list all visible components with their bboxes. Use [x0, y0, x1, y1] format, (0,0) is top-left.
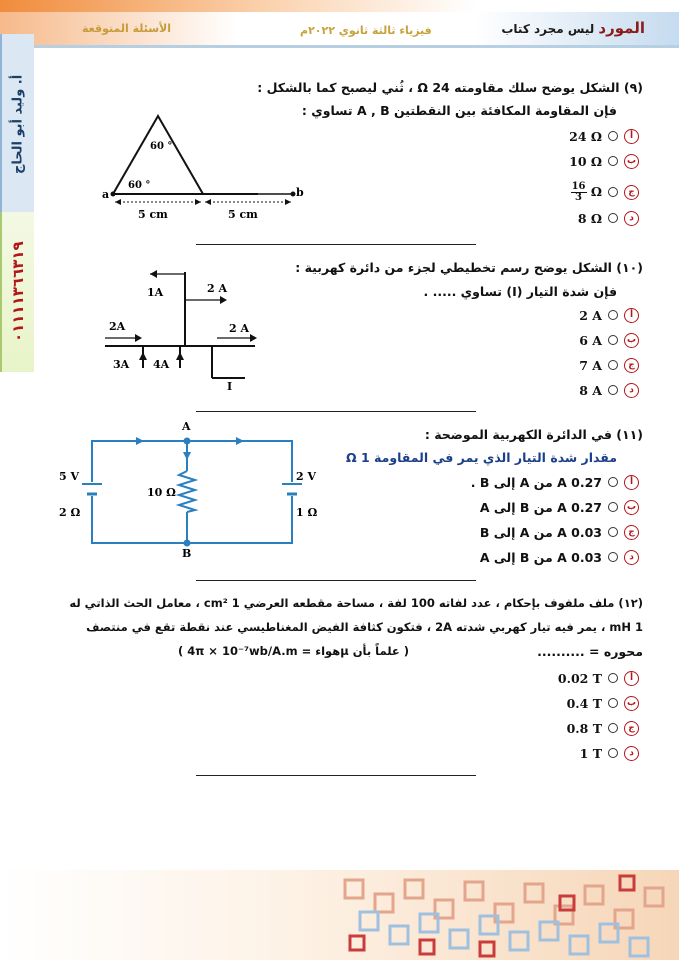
option-value: 8 Ω	[577, 210, 602, 226]
option-value: 0.27 A من A إلى B .	[470, 474, 602, 490]
q12-option-3[interactable]	[567, 718, 639, 738]
page-header	[0, 0, 679, 58]
q10-option-4[interactable]	[579, 380, 639, 400]
q11-option-2[interactable]	[480, 497, 639, 517]
point-b-label: b	[296, 186, 304, 199]
option-letter: د	[624, 746, 639, 761]
r-middle-label: 10 Ω	[147, 486, 176, 499]
option-value: 0.4 T	[566, 695, 602, 711]
separator	[196, 244, 476, 245]
node-b-label: B	[182, 547, 192, 560]
q12-option-4[interactable]	[580, 743, 639, 763]
q9-option-1[interactable]	[569, 126, 639, 146]
current-label-2a-top: 2 A	[207, 282, 228, 295]
radio-icon[interactable]	[608, 213, 618, 223]
q9-option-2[interactable]	[569, 151, 639, 171]
teacher-name: أ. وليد أبو الحاج	[0, 34, 34, 214]
option-letter: ج	[624, 358, 639, 373]
radio-icon[interactable]	[608, 527, 618, 537]
option-value: 10 Ω	[569, 153, 602, 169]
sidebar	[0, 12, 36, 362]
separator	[196, 775, 476, 776]
option-letter: أ	[624, 671, 639, 686]
q11-option-1[interactable]	[471, 472, 639, 492]
q9-line1: (٩) الشكل يوضح سلك مقاومته 24 Ω ، ثُني ليصبح كما بالشكل :	[257, 80, 643, 95]
option-letter: ج	[624, 185, 639, 200]
q10-line2: فإن شدة التيار (I) تساوي ..... .	[423, 284, 617, 299]
option-letter: أ	[624, 475, 639, 490]
radio-icon[interactable]	[608, 748, 618, 758]
current-label-4a: 4A	[153, 358, 170, 371]
option-value: 6 A	[579, 332, 602, 348]
q12-line2: 1 mH ، يمر فيه تيار كهربي شدته 2A ، فتكون كثافة الفيض المغناطيسي عند نقطة تقع في منتصف	[86, 620, 643, 634]
radio-icon[interactable]	[608, 335, 618, 345]
option-value: 0.02 T	[557, 670, 602, 686]
fraction-denominator: 3	[575, 191, 583, 203]
radio-icon[interactable]	[608, 385, 618, 395]
option-value: 1 T	[579, 745, 602, 761]
option-value	[571, 182, 602, 203]
q11-circuit-figure	[52, 416, 342, 561]
q9-option-4[interactable]	[578, 208, 639, 228]
q9-triangle-figure	[100, 110, 304, 225]
fraction-unit: Ω	[590, 183, 602, 199]
point-a-label: a	[102, 188, 110, 201]
brand-tagline: ليس مجرد كتاب	[501, 22, 595, 36]
brand-name: المورد	[598, 19, 645, 37]
brand	[501, 19, 645, 37]
option-letter: أ	[624, 308, 639, 323]
option-value: 7 A	[579, 357, 602, 373]
q10-line1: (١٠) الشكل يوضح رسم تخطيطي لجزء من دائرة كهربية :	[295, 260, 643, 275]
q11-line2: مقدار شدة التيار الذي يمر في المقاومة 1 Ω	[345, 450, 617, 465]
current-label-2a-left: 2A	[109, 320, 126, 333]
q12-line1: (١٢) ملف ملفوف بإحكام ، عدد لفاته 100 لفة ، مساحة مقطعه العرضي 1 cm² ، معامل الحث الذاتي له	[69, 596, 643, 610]
footer-decoration	[0, 870, 679, 960]
option-letter: أ	[624, 129, 639, 144]
option-value: 24 Ω	[569, 128, 602, 144]
option-value: 8 A	[579, 382, 602, 398]
length-left-label: 5 cm	[138, 208, 168, 221]
q12-option-1[interactable]	[558, 668, 639, 688]
q9-line2: فإن المقاومة المكافئة بين النقطتين A , B تساوي :	[301, 103, 617, 118]
option-letter: ج	[624, 721, 639, 736]
q10-option-3[interactable]	[579, 355, 639, 375]
r-left-label: 2 Ω	[59, 506, 81, 519]
separator	[196, 411, 476, 412]
q12-line3: محوره = ..........	[537, 644, 643, 659]
option-letter: ب	[624, 500, 639, 515]
current-label-1a: 1A	[147, 286, 164, 299]
radio-icon[interactable]	[608, 552, 618, 562]
option-value: 0.03 A من B إلى A	[479, 549, 602, 565]
radio-icon[interactable]	[608, 698, 618, 708]
fraction	[571, 182, 587, 203]
option-value: 0.03 A من A إلى B	[479, 524, 602, 540]
option-value: 2 A	[579, 307, 602, 323]
teacher-phone: ٠١١١١٣٦٦٣١٩	[0, 212, 34, 372]
section-title: الأسئلة المتوقعة	[82, 22, 172, 35]
emf-left-label: 5 V	[59, 470, 80, 483]
current-label-i: I	[227, 380, 233, 393]
q11-option-4[interactable]	[480, 547, 639, 567]
emf-right-label: 2 V	[296, 470, 317, 483]
header-accent-stripe	[0, 0, 679, 12]
radio-icon[interactable]	[608, 131, 618, 141]
separator	[196, 580, 476, 581]
option-letter: ب	[624, 696, 639, 711]
radio-icon[interactable]	[608, 673, 618, 683]
radio-icon[interactable]	[608, 723, 618, 733]
option-value: 0.8 T	[566, 720, 602, 736]
option-letter: ج	[624, 525, 639, 540]
q10-option-2[interactable]	[579, 330, 639, 350]
radio-icon[interactable]	[608, 502, 618, 512]
radio-icon[interactable]	[608, 360, 618, 370]
fraction-numerator: 16	[571, 180, 586, 192]
current-label-3a: 3A	[113, 358, 130, 371]
q12-option-2[interactable]	[567, 693, 639, 713]
radio-icon[interactable]	[608, 156, 618, 166]
length-right-label: 5 cm	[228, 208, 258, 221]
q12-note: ( علماً بأن μهواء = 4π × 10⁻⁷wb/A.m )	[177, 644, 409, 658]
option-letter: د	[624, 550, 639, 565]
q11-option-3[interactable]	[480, 522, 639, 542]
option-letter: د	[624, 211, 639, 226]
radio-icon[interactable]	[608, 477, 618, 487]
subject-title: فيزياء ثالثة ثانوي ٢٠٢٢م	[300, 24, 432, 37]
q9-option-3[interactable]	[571, 178, 639, 206]
radio-icon[interactable]	[608, 187, 618, 197]
q10-junction-figure	[95, 268, 265, 398]
option-letter: د	[624, 383, 639, 398]
current-label-2a-right: 2 A	[229, 322, 250, 335]
option-value: 0.27 A من B إلى A	[479, 499, 602, 515]
angle-left-label: 60 °	[128, 180, 151, 191]
r-right-label: 1 Ω	[296, 506, 318, 519]
option-letter: ب	[624, 333, 639, 348]
radio-icon[interactable]	[608, 310, 618, 320]
q10-option-1[interactable]	[579, 305, 639, 325]
angle-top-label: 60 °	[150, 141, 173, 152]
node-a-label: A	[182, 420, 191, 433]
q11-line1: (١١) في الدائرة الكهربية الموضحة :	[424, 427, 643, 442]
option-letter: ب	[624, 154, 639, 169]
